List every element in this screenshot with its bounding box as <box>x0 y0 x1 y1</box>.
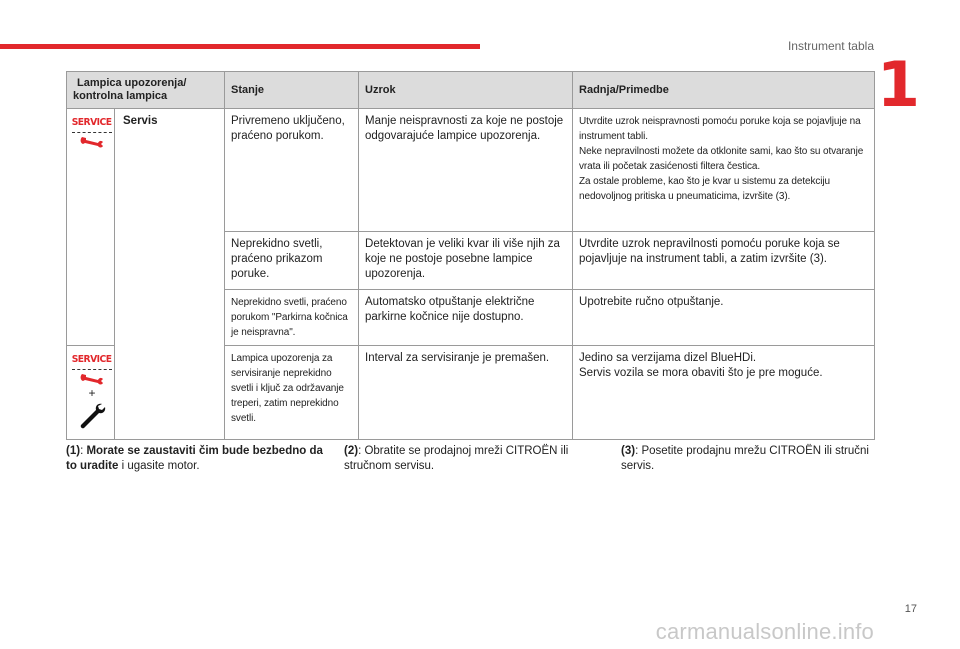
row4-cause: Interval za servisiranje je premašen. <box>359 346 573 440</box>
footnote-2: (2): Obratite se prodajnoj mreži CITROËN ili stručnom servisu. <box>344 445 569 472</box>
row3-action: Upotrebite ručno otpuštanje. <box>573 290 875 346</box>
wrench-icon <box>79 372 105 386</box>
row2-cause: Detektovan je veliki kvar ili više njih za koje ne postoje posebne lampice upozorenja. <box>359 232 573 290</box>
page-number: 17 <box>904 603 917 615</box>
header-cause: Uzrok <box>359 72 573 109</box>
warning-lamps-table <box>66 71 875 440</box>
row1-action: Utvrdite uzrok neispravnosti pomoću poruke koja se pojavljuje na instrument tabli. Neke nepravilnosti možete da otklonite sami, kao što su otvaranje vrata ili početak zasićenosti filtera čestica. Za ostale probleme, kao što je kvar u sistemu za detekciju nedovoljnog pritiska u pneumaticima, izvršite (3). <box>573 109 875 232</box>
service-icon-text: SERVICE <box>72 117 112 128</box>
row1-state: Privremeno uključeno, praćeno porukom. <box>225 109 359 232</box>
service-icon-cell <box>67 109 115 346</box>
row3-state: Neprekidno svetli, praćeno porukom "Parkirna kočnica je neispravna". <box>225 290 359 346</box>
header-lamp: Lampica upozorenja/ kontrolna lampica <box>67 72 225 109</box>
service-maintenance-icon: SERVICE + <box>71 352 113 431</box>
top-accent-bar <box>0 44 480 49</box>
service-maintenance-icon-cell <box>67 346 115 440</box>
row1-cause: Manje neispravnosti za koje ne postoje odgovarajuće lampice upozorenja. <box>359 109 573 232</box>
row2-action: Utvrdite uzrok nepravilnosti pomoću poruke koja se pojavljuje na instrument tabli, a zatim izvršite (3). <box>573 232 875 290</box>
maintenance-wrench-icon <box>77 401 107 431</box>
row4-action: Jedino sa verzijama dizel BlueHDi. Servis vozila se mora obaviti što je pre moguće. <box>573 346 875 440</box>
service-wrench-icon <box>71 115 113 149</box>
header-state: Stanje <box>225 72 359 109</box>
watermark: carmanualsonline.info <box>655 619 874 644</box>
footnote-3: (3): Posetite prodajnu mrežu CITROËN ili stručni servis. <box>621 445 869 472</box>
plus-sign: + <box>88 386 96 400</box>
table-header-row <box>67 72 875 109</box>
table-row <box>67 109 875 232</box>
wrench-icon <box>79 135 105 149</box>
section-title: Instrument tabla <box>787 39 874 53</box>
chapter-number: 1 <box>876 48 920 121</box>
row3-cause: Automatsko otpuštanje električne parkirne kočnice nije dostupno. <box>359 290 573 346</box>
footnote-1: (1): Morate se zaustaviti čim bude bezbedno da to uradite i ugasite motor. <box>66 445 323 472</box>
header-action: Radnja/Primedbe <box>573 72 875 109</box>
row4-state: Lampica upozorenja za servisiranje neprekidno svetli i ključ za održavanje treperi, zatim neprekidno svetli. <box>225 346 359 440</box>
row2-state: Neprekidno svetli, praćeno prikazom poruke. <box>225 232 359 290</box>
indicator-name: Servis <box>115 109 225 440</box>
